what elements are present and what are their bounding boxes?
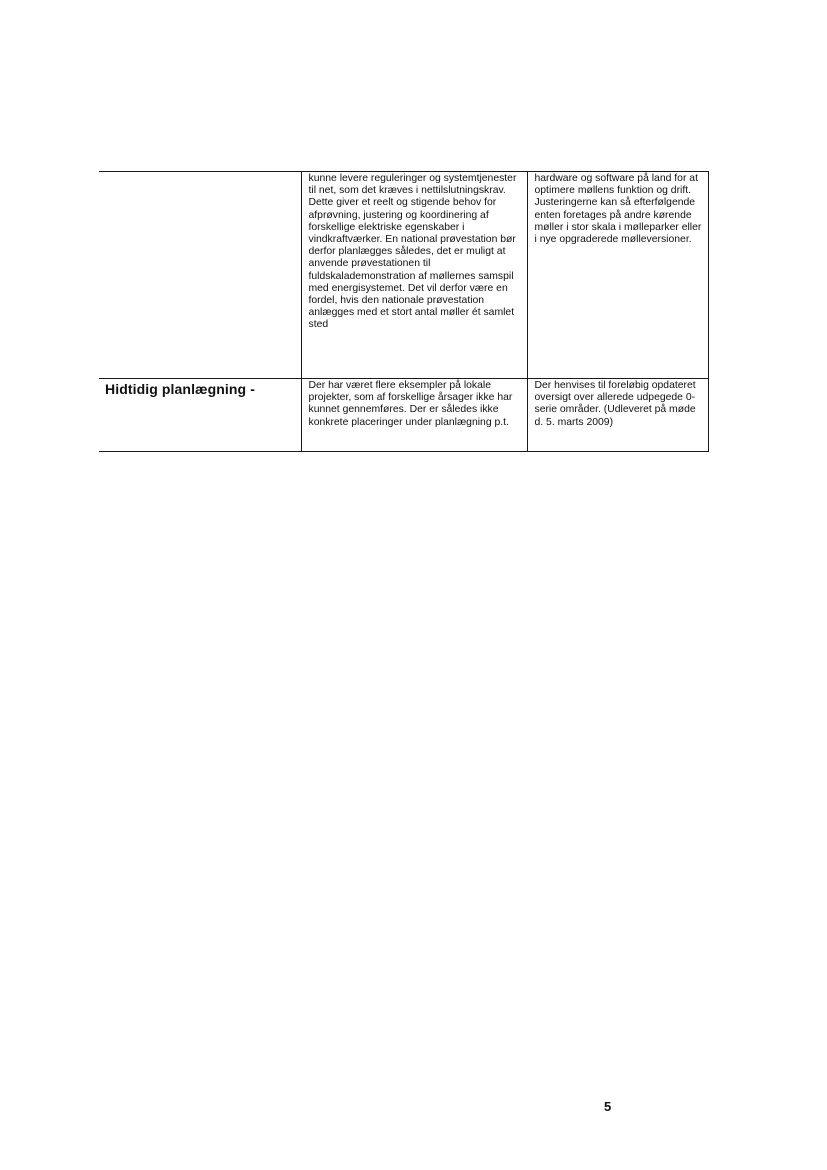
planning-table [99,171,709,452]
table-row [99,172,708,379]
row-heading: Hidtidig planlægning - [105,381,255,397]
row-label-cell [99,379,301,452]
description-text: kunne levere reguleringer og systemtjenester til net, som det kræves i nettilslutningskrav. Dette giver et reelt og stigende behov for afprøvning, justering og koordinering af forskellige elektriske egenskaber i vindkraftværker. En national prøvestation bør derfor planlægges således, det er muligt at anvende prøvestationen til fuldskalademonstration af møllernes samspil med energisystemet. Det vil derfor være en fordel, hvis den nationale prøvestation anlægges med et stort antal møller ét samlet sted [308,173,517,331]
page-number: 5 [604,1099,612,1114]
comment-cell [527,172,708,379]
table-row [99,379,708,452]
description-cell [301,379,527,452]
comment-cell [527,379,708,452]
description-cell [301,172,527,379]
description-text: Der har været flere eksempler på lokale projekter, som af forskellige årsager ikke har kunnet gennemføres. Der er således ikke konkrete placeringer under planlægning p.t. [308,380,513,428]
comment-text: hardware og software på land for at optimere møllens funktion og drift. Justeringerne kan så efterfølgende enten foretages på andre kørende møller i stor skala i mølleparker eller i nye opgraderede mølleversioner. [534,173,702,246]
comment-text: Der henvises til foreløbig opdateret oversigt over allerede udpegede 0-serie områder. (Udleveret på møde d. 5. marts 2009) [534,380,696,428]
row-label-cell [99,172,301,379]
